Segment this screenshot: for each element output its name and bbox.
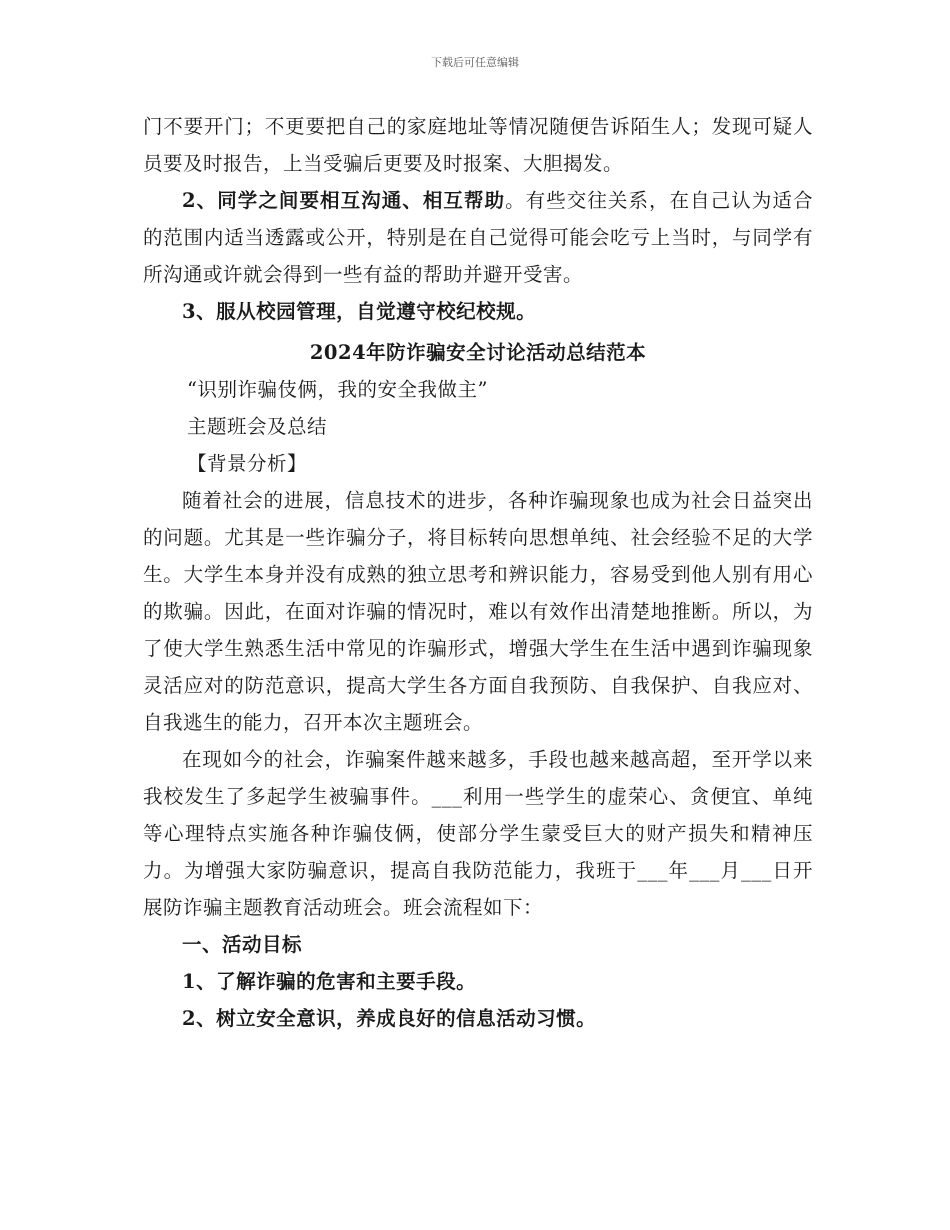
paragraph-communication-body: 。有些交往关系，在自己认为适合的范围内适当透露或公开，特别是在自己觉得可能会吃亏上当时，与同学有所沟通或许就会得到一些有益的帮助并避开受害。 <box>143 189 813 286</box>
goal-item-2: 2、树立安全意识，养成良好的信息活动习惯。 <box>182 1007 597 1030</box>
paragraph-obey-rules: 3、服从校园管理，自觉遵守校纪校规。 <box>182 300 537 323</box>
paragraph-continuation: 门不要开门；不更要把自己的家庭地址等情况随便告诉陌生人；发现可疑人员要及时报告，上当受骗后更要及时报案、大胆揭发。 <box>143 115 813 175</box>
theme-quote: “识别诈骗伎俩，我的安全我做主” <box>187 378 488 401</box>
theme-subtitle: 主题班会及总结 <box>187 415 328 438</box>
section-heading-goals: 一、活动目标 <box>182 933 303 956</box>
paragraph-communication <box>143 182 813 293</box>
current-situation-paragraph: 在现如今的社会，诈骗案件越来越多，手段也越来越高超，至开学以来我校发生了多起学生被骗事件。___利用一些学生的虚荣心、贪便宜、单纯等心理特点实施各种诈骗伎俩，使部分学生蒙受巨大的财产损失和精神压力。为增强大家防骗意识，提高自我防范能力，我班于___年___月___日开展防诈骗主题教育活动班会。班会流程如下： <box>143 748 813 919</box>
paragraph-communication-heading: 2、同学之间要相互沟通、相互帮助 <box>182 189 506 212</box>
document-title: 2024年防诈骗安全讨论活动总结范本 <box>309 341 647 364</box>
goal-item-1: 1、了解诈骗的危害和主要手段。 <box>182 970 477 993</box>
page-header-note: 下载后可任意编辑 <box>431 56 519 69</box>
background-heading: 【背景分析】 <box>187 452 308 475</box>
background-paragraph: 随着社会的进展，信息技术的进步，各种诈骗现象也成为社会日益突出的问题。尤其是一些诈骗分子，将目标转向思想单纯、社会经验不足的大学生。大学生本身并没有成熟的独立思考和辨识能力，容易受到他人别有用心的欺骗。因此，在面对诈骗的情况时，难以有效作出清楚地推断。所以，为了使大学生熟悉生活中常见的诈骗形式，增强大学生在生活中遇到诈骗现象灵活应对的防范意识，提高大学生各方面自我预防、自我保护、自我应对、自我逃生的能力，召开本次主题班会。 <box>143 489 813 734</box>
document-body <box>143 108 813 1037</box>
